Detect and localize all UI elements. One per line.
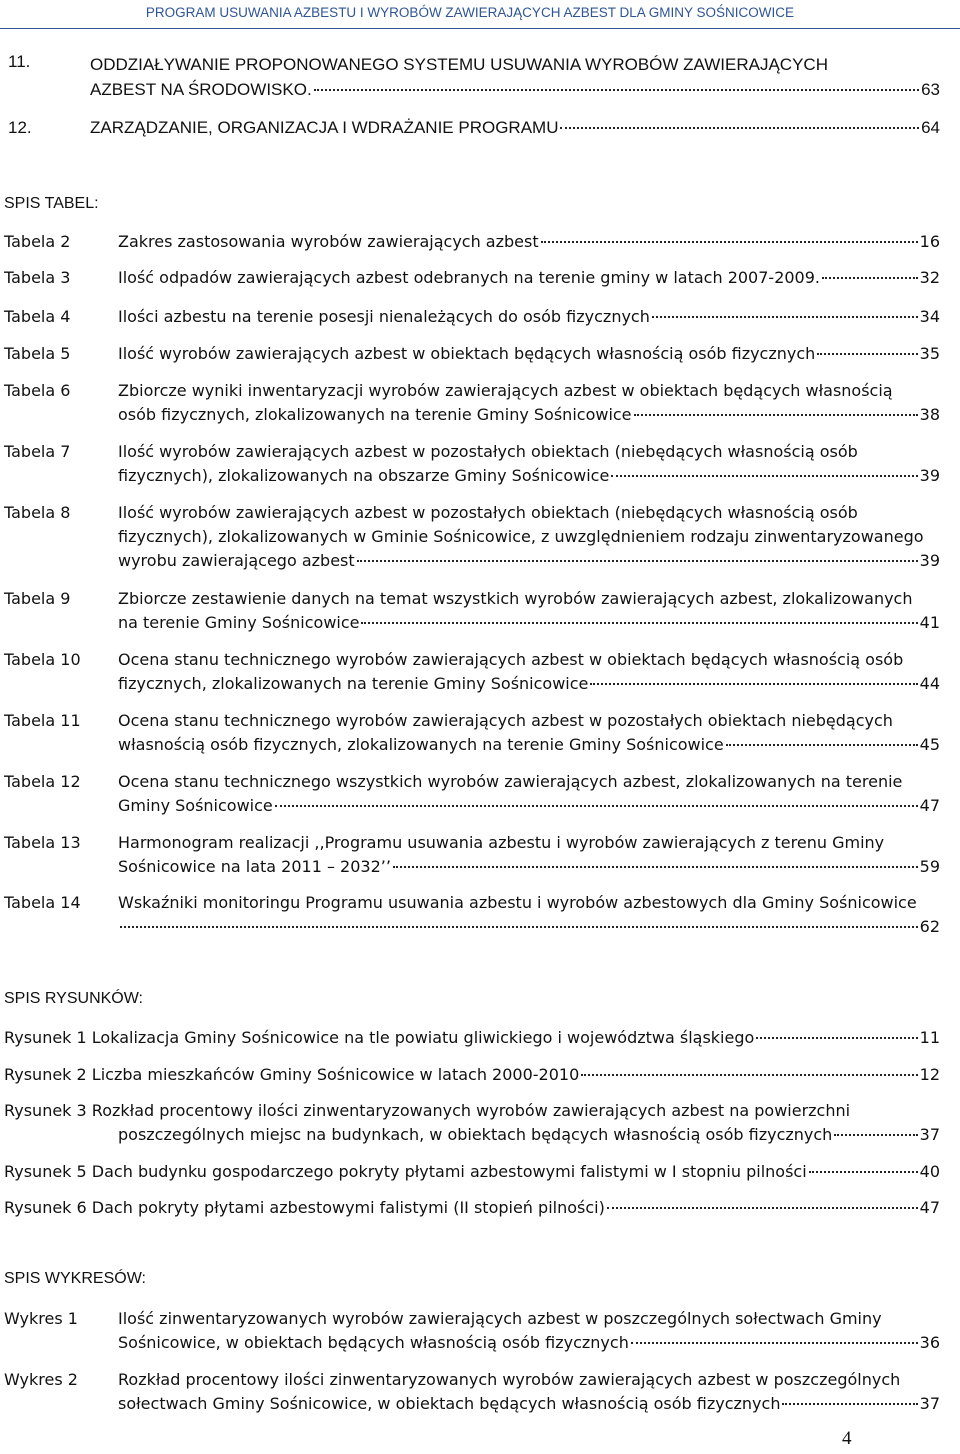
entry-label: Wykres 2: [4, 1370, 78, 1389]
entry-label: Tabela 7: [4, 442, 71, 461]
entry-page: 37: [919, 1394, 940, 1413]
entry-label: Rysunek 2: [4, 1065, 87, 1084]
entry-label: Tabela 14: [4, 893, 81, 912]
entry-label: Tabela 10: [4, 650, 81, 669]
dot-leader: [581, 1074, 917, 1076]
entry-label: Rysunek 1: [4, 1028, 87, 1047]
entry-page: 16: [919, 232, 940, 251]
entry-page: 62: [919, 917, 940, 936]
entry-title: Lokalizacja Gminy Sośnicowice na tle powiatu gliwickiego i województwa śląskiego: [91, 1028, 755, 1047]
dot-leader: [120, 926, 918, 928]
entry-label: Rysunek 3: [4, 1101, 87, 1120]
entry-page: 34: [919, 307, 940, 326]
running-header: [0, 2, 960, 32]
entry-title: Ocena stanu technicznego wyrobów zawierających azbest w pozostałych obiektach niebędących: [118, 711, 893, 730]
dot-leader: [822, 277, 918, 279]
entry-page: 11: [919, 1028, 940, 1047]
entry-label: Tabela 3: [4, 268, 71, 287]
entry-title: Ilość zinwentaryzowanych wyrobów zawierających azbest w poszczególnych sołectwach Gminy: [118, 1309, 882, 1328]
entry-label: Tabela 2: [4, 232, 71, 251]
entry-page: 37: [919, 1125, 940, 1144]
toc-number: 12.: [8, 118, 32, 137]
entry-title: Harmonogram realizacji ,,Programu usuwania azbestu i wyrobów zawierających z terenu Gminy: [118, 833, 885, 852]
dot-leader: [809, 1171, 918, 1173]
entry-page: 47: [919, 796, 940, 815]
dot-leader: [314, 89, 919, 91]
dot-leader: [834, 1134, 917, 1136]
entry-page: 45: [919, 735, 940, 754]
figure-entry[interactable]: [4, 1099, 940, 1147]
figure-entry[interactable]: [4, 1026, 940, 1050]
toc-entry-12[interactable]: [0, 118, 960, 144]
dot-leader: [275, 805, 918, 807]
charts-heading: SPIS WYKRESÓW:: [4, 1270, 146, 1287]
entry-page: 39: [919, 466, 940, 485]
entry-title: Ilość wyrobów zawierających azbest w pozostałych obiektach (niebędących własnością osób: [118, 503, 858, 522]
entry-label: Tabela 8: [4, 503, 71, 522]
entry-title: poszczególnych miejsc na budynkach, w obiektach będących własnością osób fizycznych: [118, 1125, 833, 1144]
dot-leader: [817, 353, 917, 355]
figure-entry[interactable]: [4, 1160, 940, 1184]
entry-title: osób fizycznych, zlokalizowanych na terenie Gminy Sośnicowice: [118, 405, 632, 424]
tables-heading: SPIS TABEL:: [4, 195, 99, 212]
dot-leader: [782, 1403, 917, 1405]
entry-title: Zbiorcze zestawienie danych na temat wszystkich wyrobów zawierających azbest, zlokalizowanych: [118, 589, 913, 608]
dot-leader: [357, 560, 918, 562]
entry-page: 38: [919, 405, 940, 424]
dot-leader: [611, 475, 917, 477]
dot-leader: [652, 316, 918, 318]
dot-leader: [541, 241, 918, 243]
entry-title: Dach pokryty płytami azbestowymi falistymi (II stopień pilności): [91, 1198, 605, 1217]
toc-entry-11[interactable]: [0, 52, 960, 102]
entry-title: Ocena stanu technicznego wszystkich wyrobów zawierających azbest, zlokalizowanych na terenie: [118, 772, 903, 791]
dot-leader: [631, 1342, 918, 1344]
toc-title-line: AZBEST NA ŚRODOWISKO.: [90, 80, 312, 99]
entry-title: Sośnicowice na lata 2011 – 2032’’: [118, 857, 391, 876]
entry-label: Rysunek 5: [4, 1162, 87, 1181]
figures-heading: SPIS RYSUNKÓW:: [4, 990, 143, 1007]
entry-label: Tabela 12: [4, 772, 81, 791]
entry-page: 39: [919, 551, 940, 570]
entry-title: Liczba mieszkańców Gminy Sośnicowice w latach 2000-2010: [91, 1065, 580, 1084]
entry-title: Zakres zastosowania wyrobów zawierających azbest: [118, 232, 539, 251]
entry-title: Sośnicowice, w obiektach będących własnością osób fizycznych: [118, 1333, 629, 1352]
toc-title-line: ZARZĄDZANIE, ORGANIZACJA I WDRAŻANIE PROGRAMU: [90, 118, 559, 137]
entry-title: Dach budynku gospodarczego pokryty płytami azbestowymi falistymi w I stopniu pilności: [91, 1162, 807, 1181]
entry-page: 40: [919, 1162, 940, 1181]
dot-leader: [634, 414, 918, 416]
entry-title: Zbiorcze wyniki inwentaryzacji wyrobów zawierających azbest w obiektach będących własnością: [118, 381, 893, 400]
entry-page: 41: [919, 613, 940, 632]
entry-title: fizycznych), zlokalizowanych w Gminie Sośnicowice, z uwzględnieniem rodzaju zinwentaryzowanego: [118, 527, 924, 546]
figure-entry[interactable]: [4, 1063, 940, 1087]
entry-title: własnością osób fizycznych, zlokalizowanych na terenie Gminy Sośnicowice: [118, 735, 724, 754]
figure-entry[interactable]: [4, 1196, 940, 1220]
entry-title: fizycznych), zlokalizowanych na obszarze Gminy Sośnicowice: [118, 466, 610, 485]
entry-title: Ocena stanu technicznego wyrobów zawierających azbest w obiektach będących własnością osób: [118, 650, 904, 669]
entry-title: Ilość wyrobów zawierających azbest w pozostałych obiektach (niebędących własnością osób: [118, 442, 858, 461]
entry-title: Rozkład procentowy ilości zinwentaryzowanych wyrobów zawierających azbest na powierzchni: [91, 1101, 851, 1120]
entry-page: 47: [919, 1198, 940, 1217]
entry-title: wyrobu zawierającego azbest: [118, 551, 355, 570]
entry-page: 36: [919, 1333, 940, 1352]
entry-label: Tabela 13: [4, 833, 81, 852]
entry-title: Gminy Sośnicowice: [118, 796, 273, 815]
entry-label: Rysunek 6: [4, 1198, 87, 1217]
dot-leader: [590, 683, 917, 685]
entry-title: Wskaźniki monitoringu Programu usuwania azbestu i wyrobów azbestowych dla Gminy Sośnicowice: [118, 893, 917, 912]
toc-title-line: ODDZIAŁYWANIE PROPONOWANEGO SYSTEMU USUWANIA WYROBÓW ZAWIERAJĄCYCH: [90, 55, 828, 74]
toc-number: 11.: [8, 52, 31, 71]
header-title: PROGRAM USUWANIA AZBESTU I WYROBÓW ZAWIERAJĄCYCH AZBEST DLA GMINY SOŚNICOWICE: [145, 5, 794, 20]
entry-label: Tabela 4: [4, 307, 71, 326]
entry-label: Tabela 9: [4, 589, 71, 608]
entry-title: Ilość odpadów zawierających azbest odebranych na terenie gminy w latach 2007-2009.: [118, 268, 820, 287]
entry-title: Ilość wyrobów zawierających azbest w obiektach będących własnością osób fizycznych: [118, 344, 816, 363]
entry-page: 35: [919, 344, 940, 363]
entry-title: Rozkład procentowy ilości zinwentaryzowanych wyrobów zawierających azbest w poszczególnych: [118, 1370, 901, 1389]
entry-page: 44: [919, 674, 940, 693]
toc-page: 63: [921, 80, 940, 99]
page-number: 4: [842, 1428, 852, 1449]
toc-page: 64: [921, 118, 940, 137]
entry-page: 12: [919, 1065, 940, 1084]
entry-page: 32: [919, 268, 940, 287]
header-rule: [0, 28, 960, 29]
entry-label: Tabela 5: [4, 344, 71, 363]
dot-leader: [726, 744, 918, 746]
dot-leader: [607, 1207, 918, 1209]
dot-leader: [361, 622, 917, 624]
entry-page: 59: [919, 857, 940, 876]
dot-leader: [560, 127, 919, 129]
dot-leader: [756, 1037, 917, 1039]
entry-label: Wykres 1: [4, 1309, 78, 1328]
entry-title: Ilości azbestu na terenie posesji nienależących do osób fizycznych: [118, 307, 650, 326]
dot-leader: [393, 866, 918, 868]
entry-label: Tabela 6: [4, 381, 71, 400]
entry-title: fizycznych, zlokalizowanych na terenie Gminy Sośnicowice: [118, 674, 589, 693]
entry-label: Tabela 11: [4, 711, 81, 730]
entry-title: sołectwach Gminy Sośnicowice, w obiektach będących własnością osób fizycznych: [118, 1394, 781, 1413]
entry-title: na terenie Gminy Sośnicowice: [118, 613, 360, 632]
